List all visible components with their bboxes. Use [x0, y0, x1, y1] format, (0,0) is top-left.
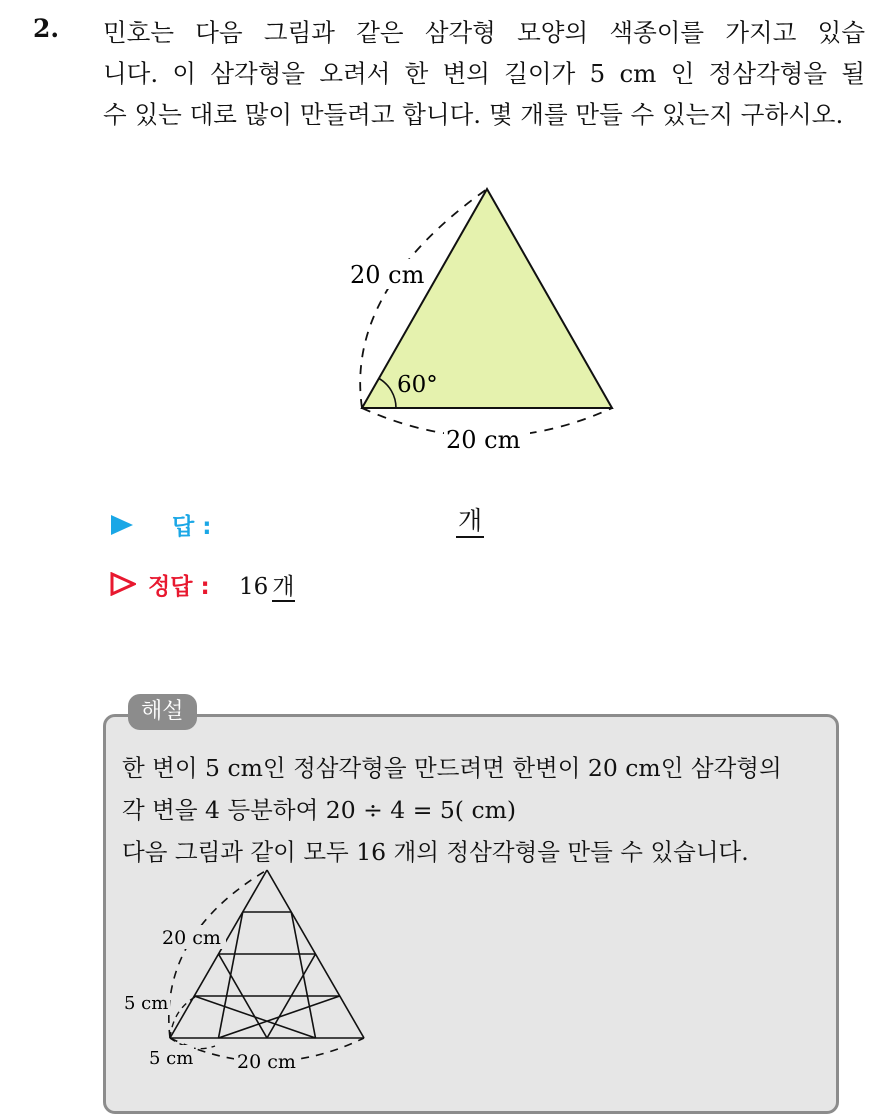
side-length-label: 20 cm	[350, 261, 425, 289]
solution-label: 정답 :	[148, 574, 210, 600]
solution-unit: 개	[272, 574, 295, 600]
grid-line	[291, 912, 315, 1038]
explanation-line: 한 변이 5 cm인 정삼각형을 만드려면 한변이 20 cm인 삼각형의	[122, 754, 782, 782]
explanation-line: 각 변을 4 등분하여 20 ÷ 4 = 5( cm)	[122, 796, 517, 824]
solution-number: 16	[239, 574, 269, 600]
answer-label: 답 :	[172, 514, 212, 540]
answer-blank-unit[interactable]: 개	[456, 506, 484, 538]
question-line: 수 있는 대로 많이 만들려고 합니다. 몇 개를 만들 수 있는지 구하시오.	[103, 100, 844, 129]
base-length-label: 20 cm	[446, 426, 521, 454]
question-number: 2.	[33, 14, 60, 43]
side-length-label: 20 cm	[162, 927, 221, 949]
explanation-tag: 해설	[128, 694, 197, 730]
question-line: 니다. 이 삼각형을 오려서 한 변의 길이가 5 cm 인 정삼각형을 될	[103, 59, 865, 88]
question-line: 민호는 다음 그림과 같은 삼각형 모양의 색종이를 가지고 있습	[103, 18, 865, 47]
grid-line	[194, 996, 315, 1038]
small-base-label: 5 cm	[149, 1048, 194, 1069]
small-side-label: 5 cm	[124, 993, 169, 1014]
explanation-line: 다음 그림과 같이 모두 16 개의 정삼각형을 만들 수 있습니다.	[122, 838, 749, 866]
angle-label: 60°	[397, 372, 438, 398]
base-length-label: 20 cm	[237, 1051, 296, 1073]
triangle-grid	[170, 870, 364, 1038]
